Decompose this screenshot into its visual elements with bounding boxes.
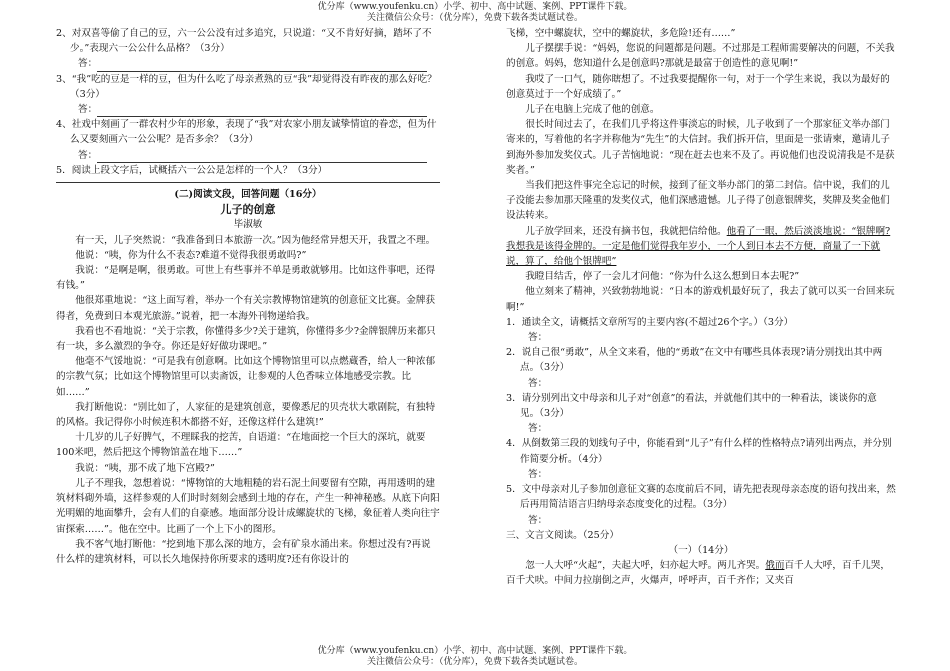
paragraph: 我打断他说：“别比如了，人家征的是建筑创意，要像悉尼的贝壳状大歌剧院，有独特的风格。我记得你小时候连积木都搭不好，还像这样什么建筑!”	[56, 401, 436, 429]
header-line-2: 关注微信公众号：（优分库），免费下载各类试题试卷。	[366, 13, 583, 23]
question-2: 2．说自己很“勇敢”，从全文来看，他的“勇敢”在文中有哪些具体表现?请分别找出其中两点。（3分）	[506, 347, 883, 374]
underlined-sentence: 他看了一眼，然后淡淡地说：“银牌啊?我想我是该得金牌的。一定是他们觉得我年岁小，一个人到日本去不方便，商量了一下就说，算了，给他个银牌吧”	[506, 225, 891, 268]
subsection-title: （一）（14分）	[668, 544, 734, 556]
paragraph: 我说：“咦，那不成了地下宫殿?”	[75, 462, 215, 474]
answer-line: 答：	[56, 148, 440, 163]
paragraph: 飞梯，空中螺旋状，空中的螺旋状，多危险!还有……”	[506, 28, 736, 39]
article-author: 毕淑敏	[233, 219, 263, 231]
page-header	[0, 2, 950, 24]
answer-line: 答：	[56, 102, 440, 117]
question-5: 5．文中母亲对儿子参加创意征文赛的态度前后不同，请先把表现母亲态度的语句找出来，然后再用简洁语言归纳母亲态度变化的过程。（3分）	[506, 484, 896, 511]
paragraph: 我不客气地打断他：“挖到地下那么深的地方，会有矿泉水涌出来。你想过没有?再说什么样的建筑材料，可以长久地保持你所要求的透明度?还有你设计的	[56, 538, 431, 565]
answer-label: 答：	[528, 423, 548, 435]
footer-line-1: 优分库（www.youfenku.cn）小学、初中、高中试题、案例、PPT课件下载。	[317, 646, 633, 656]
paragraph: 儿子在电脑上完成了他的创意。	[525, 104, 660, 116]
answer-label: 答：	[528, 514, 548, 526]
answer-rule	[56, 178, 440, 183]
classical-text-part: 忽一人大呼“火起”，夫起大呼，妇亦起大呼。两儿齐哭。	[525, 560, 766, 572]
underlined-word: 俄而	[765, 560, 785, 572]
header-line-1: 优分库（www.youfenku.cn）小学、初中、高中试题、案例、PPT课件下载。	[317, 2, 633, 12]
article-title: 儿子的创意	[220, 203, 276, 217]
question-2: 2、对双喜等偷了自己的豆，六一公公没有过多追究，只说道：“又不肯好好摘，踏坏了不少。”表现六一公公什么品格？（3分）	[56, 28, 432, 55]
paragraph-underlined	[506, 224, 896, 270]
paragraph: 他说：“咦，你为什么不表态?难道不觉得我很勇敢吗?”	[75, 249, 307, 261]
page-footer	[0, 646, 950, 668]
answer-line: 答：	[56, 56, 440, 71]
paragraph: 我说：“是啊是啊，很勇敢。可世上有些事并不单是勇敢就够用。比如这件事吧，还得有钱。”	[56, 265, 436, 292]
left-column	[56, 26, 440, 567]
section-3-title: 三、文言文阅读。（25分）	[506, 529, 619, 541]
paragraph: 很长时间过去了，在我们几乎将这件事淡忘的时候，儿子收到了一个那家征文举办部门寄来的，写着他的名字并称他为“先生”的大信封。我们拆开信，里面是一张请柬，邀请儿子到海外参加发奖仪式。儿子苦恼地说：“现在赶去也来不及了。再说他们也没说清我是不是获奖者。”	[506, 119, 895, 176]
footer-line-2: 关注微信公众号：（优分库），免费下载各类试题试卷。	[366, 657, 583, 667]
question-5: 5．阅读上段文字后，试概括六一公公是怎样的一个人？（3分）	[56, 164, 328, 176]
paragraph: 儿子摆摆手说：“妈妈，您说的问题都是问题。不过那是工程师需要解决的问题，不关我的创意。妈妈，您知道什么是创意吗?那就是最富于创造性的意见啊!”	[506, 43, 895, 70]
paragraph: 有一天，儿子突然说：“我准备到日本旅游一次。”因为他经常异想天开，我置之不理。	[75, 234, 436, 246]
question-3: 3．请分别列出文中母亲和儿子对“创意”的看法，并就他们其中的一种看法，谈谈你的意见。（3分）	[506, 392, 877, 420]
question-3: 3、“我”吃的豆是一样的豆，但为什么吃了母亲煮熟的豆“我”却觉得没有昨夜的那么好吃？（3分）	[56, 73, 437, 100]
section-title: (二)阅读文段，回答问题（16分）	[174, 189, 322, 201]
right-column	[506, 26, 896, 589]
paragraph: 十几岁的儿子好脾气，不理睬我的挖苦，自语道：“在地面挖一个巨大的深坑，就要100米吧，然后把这个博物馆盖在地下……”	[56, 432, 426, 459]
question-4: 4．从倒数第三段的划线句子中，你能看到“儿子”有什么样的性格特点?请列出两点，并分别作简要分析。（4分）	[506, 438, 892, 465]
paragraph: 当我们把这件事完全忘记的时候，接到了征文举办部门的第二封信。信中说，我们的儿子没能去参加那天隆重的发奖仪式，他们深感遗憾。儿子得了创意银牌奖，奖牌及奖金他们设法转来。	[506, 180, 890, 222]
paragraph: 我看也不看地说：“关于宗教，你懂得多少?关于建筑，你懂得多少?金牌银牌历来都只有一块，多么激烈的争夺。你还是好好做功课吧。”	[56, 325, 436, 353]
paragraph: 他很郑重地说：“这上面写着，举办一个有关宗教博物馆建筑的创意征文比赛。金牌获得者，免费到日本观光旅游。”说着，把一本海外刊物递给我。	[56, 295, 436, 322]
paragraph: 儿子不理我，忽想着说：“博物馆的大地粗糙的岩石泥土间要留有空隙，再用透明的建筑材料砌外墙，这样参观的人们时时刻刻会感到土地的存在，产生一种神秘感。从底下向阳光明媚的地面攀升，会有人们的自豪感。地面部分设计成螺旋状的飞梯，象征着人类向往宇宙探索……”。他在空中。比画了一个上下小的图形。	[56, 477, 440, 535]
paragraph: 他立刻来了精神，兴致勃勃地说：“日本的游戏机最好玩了，我去了就可以买一台回来玩啊!”	[506, 286, 895, 313]
paragraph-text: 儿子放学回来，还没有摘书包，我就把信给他。	[525, 225, 727, 237]
paragraph: 我哎了一口气，随你瞎想了。不过我要提醒你一句，对于一个学生来说，我以为最好的创意莫过于一个好成绩了。”	[506, 73, 890, 100]
paragraph: 他毫不气馁地说：“可是我有创意啊。比如这个博物馆里可以点燃蔵香，给人一种浓郁的宗教气氛；比如这个博物馆里可以卖斋饭，让参观的人色香味立体地感受宗教。比如……”	[56, 356, 436, 398]
answer-label: 答：	[528, 377, 548, 389]
paragraph: 我瞪目结舌，停了一会儿才问他：“你为什么这么想到日本去呢?”	[525, 271, 800, 283]
classical-text-part: 百千人大呼，百千儿哭，百千犬吠。中间力拉崩倒之声，火爆声，呼呼声，百千齐作；又夹百	[506, 560, 890, 587]
classical-text	[506, 558, 896, 588]
answer-label: 答：	[528, 332, 548, 344]
question-4: 4、社戏中刻画了一群农村少年的形象，表现了“我”对农家小朋友诚挚情谊的眷恋，但为什么又要刻画六一公公呢？是否多余？（3分）	[56, 119, 437, 146]
question-1: 1．通读全文，请概括文章所写的主要内容(不超过26个字。）（3分）	[506, 316, 794, 328]
answer-label: 答：	[528, 468, 548, 480]
